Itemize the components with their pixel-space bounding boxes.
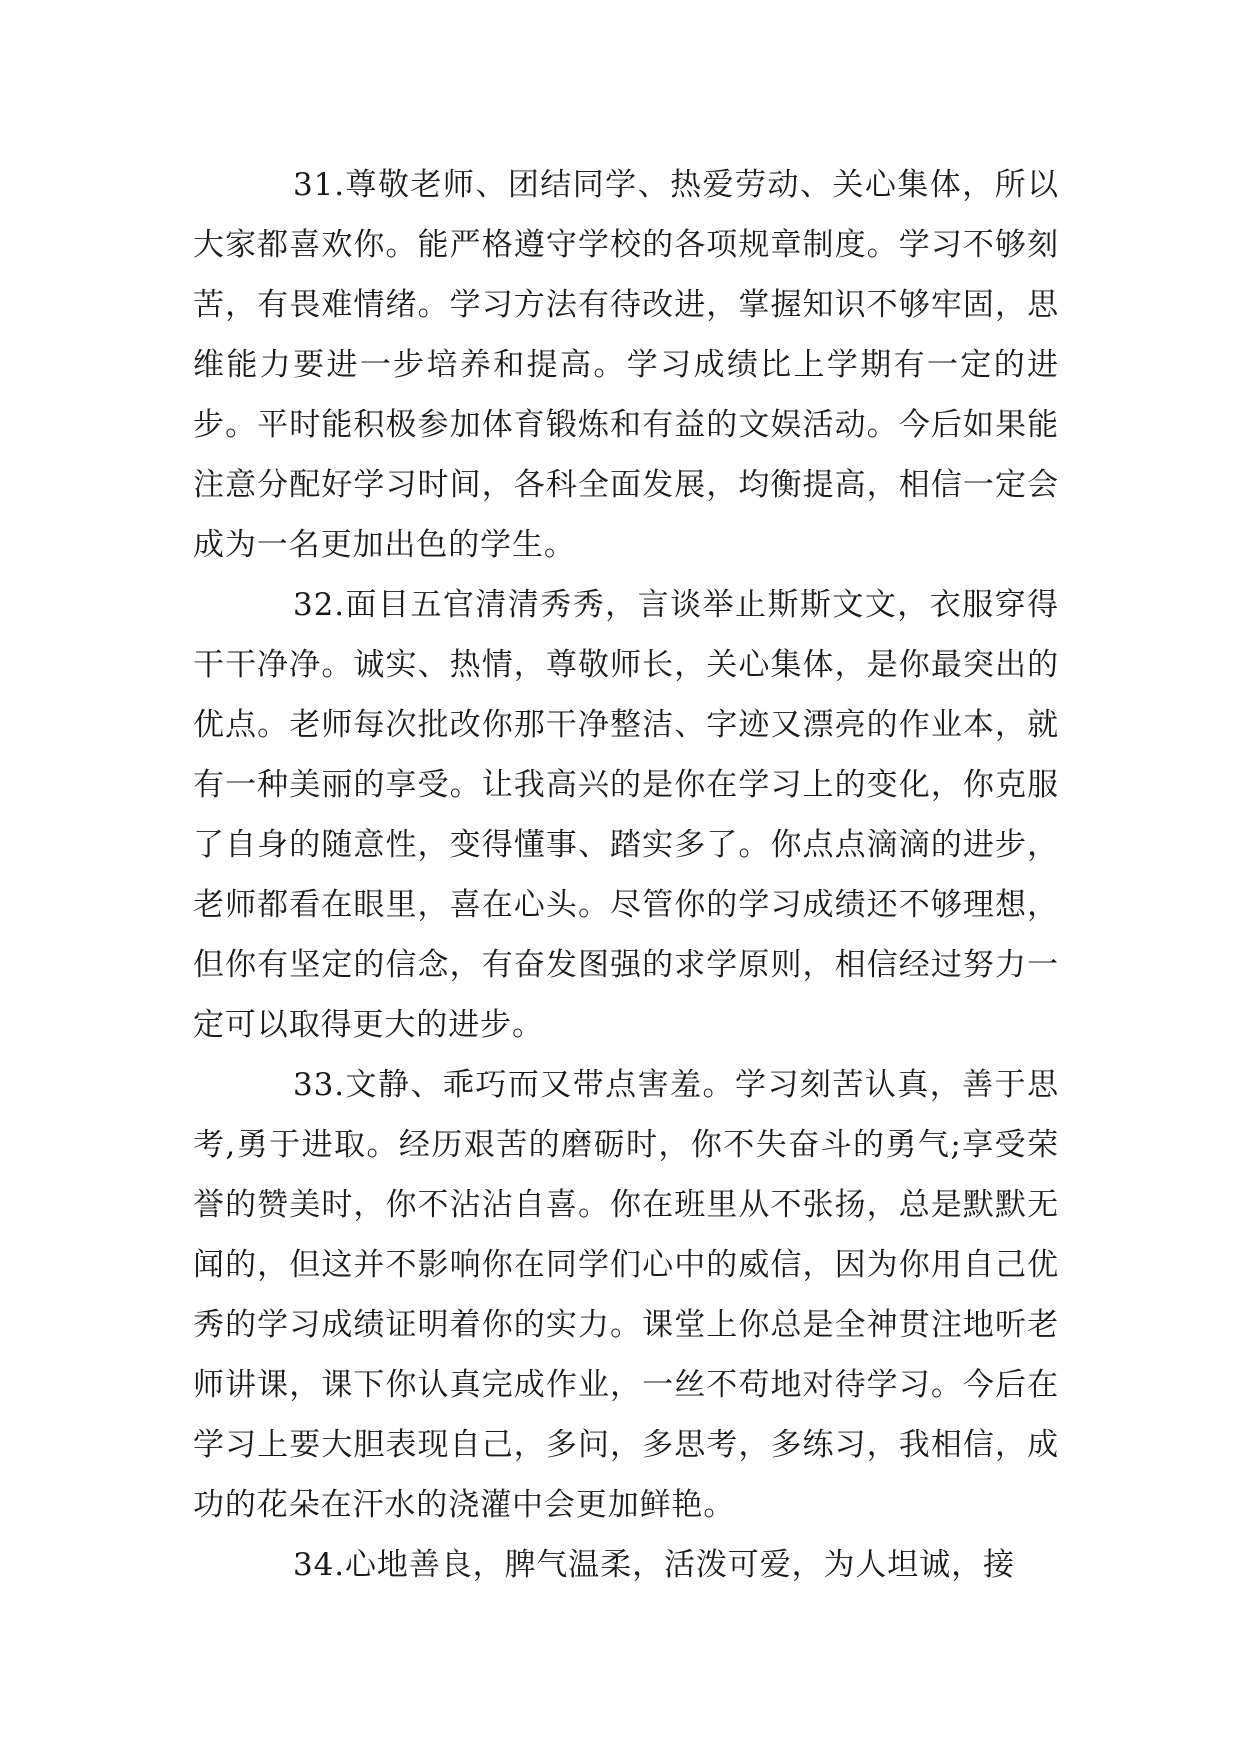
paragraph-32: 32.面目五官清清秀秀，言谈举止斯斯文文，衣服穿得干干净净。诚实、热情，尊敬师长，关心集体，是你最突出的优点。老师每次批改你那干净整洁、字迹又漂亮的作业本，就有一种美丽的享受。让我高兴的是你在学习上的变化，你克服了自身的随意性，变得懂事、踏实多了。你点点滴滴的进步，老师都看在眼里，喜在心头。尽管你的学习成绩还不够理想，但你有坚定的信念，有奋发图强的求学原则，相信经过努力一定可以取得更大的进步。 <box>193 587 1059 1043</box>
paragraph-34: 34.心地善良，脾气温柔，活泼可爱，为人坦诚，接 <box>293 1547 1015 1583</box>
paragraph-33: 33.文静、乖巧而又带点害羞。学习刻苦认真，善于思考,勇于进取。经历艰苦的磨砺时，你不失奋斗的勇气;享受荣誉的赞美时，你不沾沾自喜。你在班里从不张扬，总是默默无闻的，但这并不影响你在同学们心中的威信，因为你用自己优秀的学习成绩证明着你的实力。课堂上你总是全神贯注地听老师讲课，课下你认真完成作业，一丝不苟地对待学习。今后在学习上要大胆表现自己，多问，多思考，多练习，我相信，成功的花朵在汗水的浇灌中会更加鲜艳。 <box>193 1067 1059 1523</box>
document-body <box>193 155 1059 1595</box>
paragraph-31: 31.尊敬老师、团结同学、热爱劳动、关心集体，所以大家都喜欢你。能严格遵守学校的各项规章制度。学习不够刻苦，有畏难情绪。学习方法有待改进，掌握知识不够牢固，思维能力要进一步培养和提高。学习成绩比上学期有一定的进步。平时能积极参加体育锻炼和有益的文娱活动。今后如果能注意分配好学习时间，各科全面发展，均衡提高，相信一定会成为一名更加出色的学生。 <box>193 167 1059 563</box>
